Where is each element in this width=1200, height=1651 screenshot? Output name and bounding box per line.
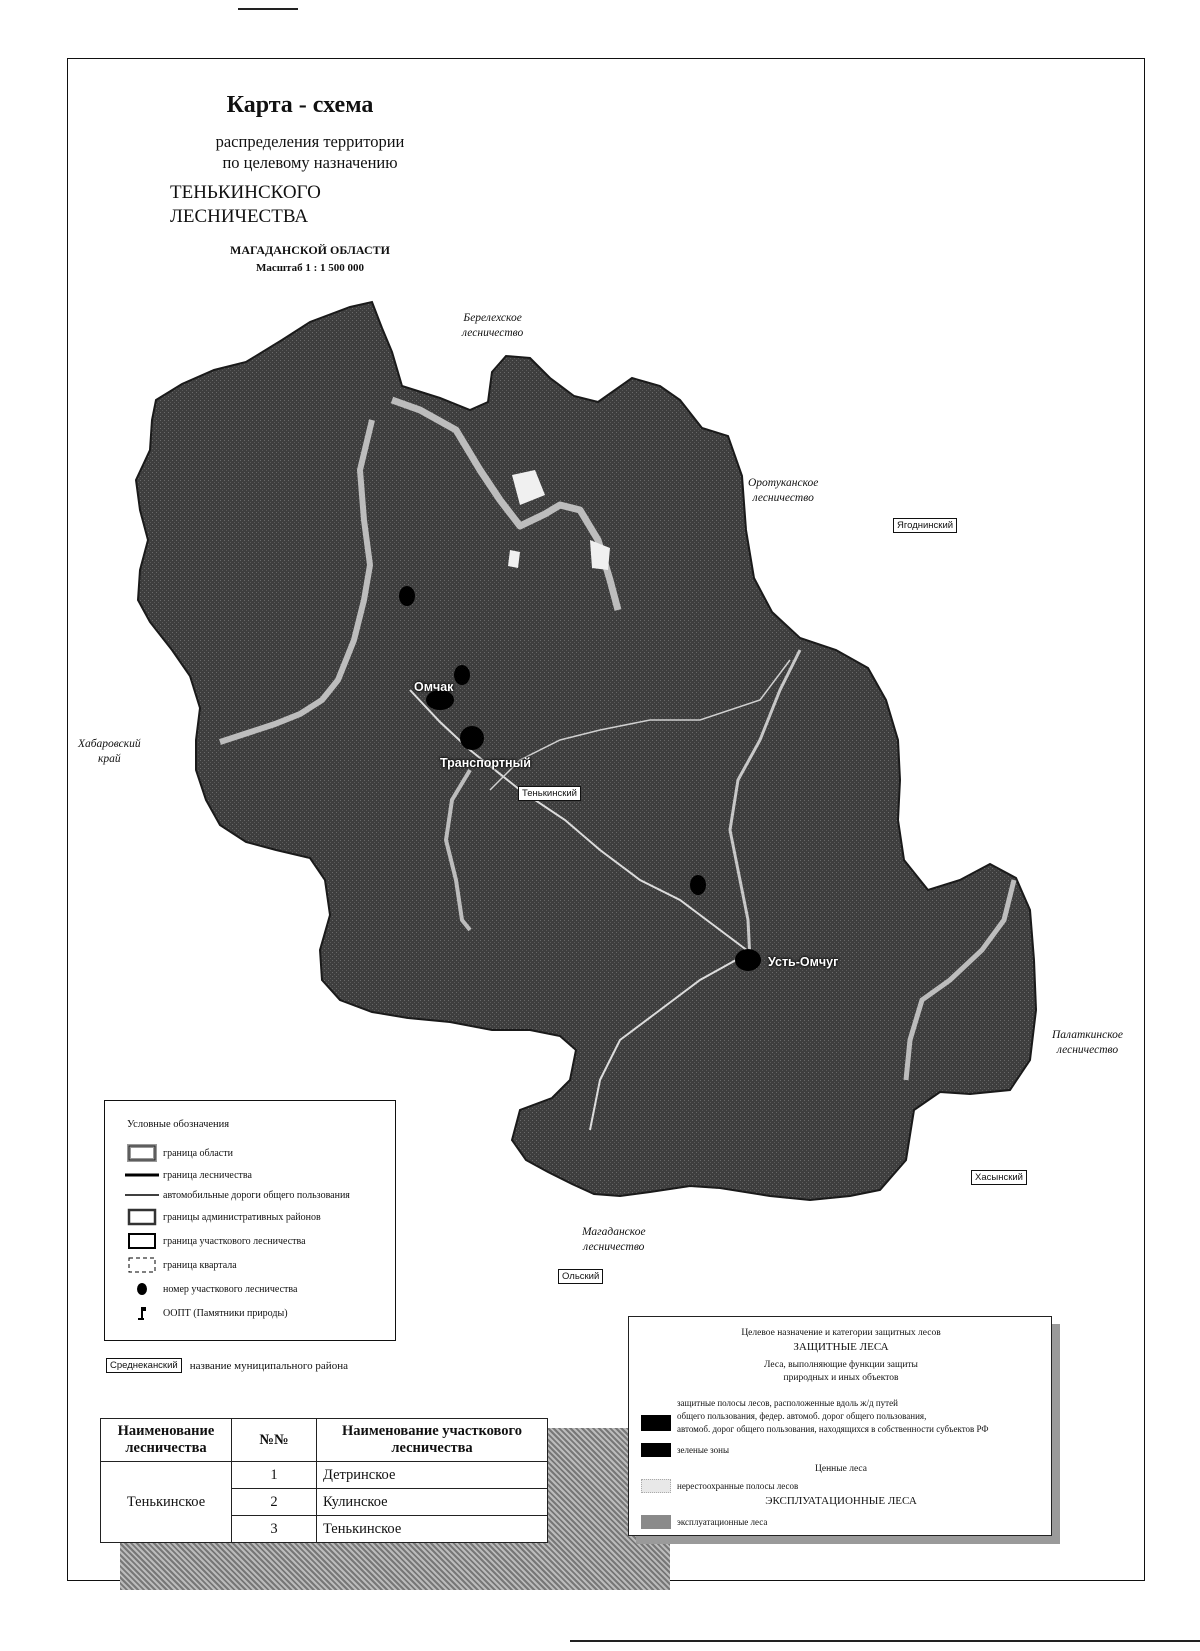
neighbor-magadan-line1: Магаданское	[582, 1226, 646, 1238]
legend-label: граница квартала	[163, 1259, 237, 1271]
table-header-row	[101, 1419, 548, 1462]
settlement-transportny: Транспортный	[440, 756, 531, 770]
neighbor-magadan-line2: лесничество	[583, 1241, 645, 1253]
category-exploitation: ЭКСПЛУАТАЦИОННЫЕ ЛЕСА	[765, 1495, 917, 1507]
district-olsky: Ольский	[558, 1269, 603, 1284]
forestry-territory	[136, 302, 1036, 1200]
neighbor-orotukan-line1: Оротуканское	[748, 477, 819, 489]
forestry-number-marker	[399, 586, 415, 606]
legend-label: границы административных районов	[163, 1211, 321, 1223]
district-khasynsky: Хасынский	[971, 1170, 1027, 1185]
region-name: МАГАДАНСКОЙ ОБЛАСТИ	[230, 243, 390, 257]
neighbor-khabarovsk-line1: Хабаровский	[78, 738, 141, 750]
district-tenkinsky: Тенькинский	[518, 786, 581, 801]
legend-label: номер участкового лесничества	[163, 1283, 298, 1295]
legend-label: граница участкового лесничества	[163, 1235, 306, 1247]
forestry-table	[100, 1418, 548, 1543]
legend-label: автомобильные дороги общего пользования	[163, 1189, 350, 1201]
neighbor-berelekh-line2: лесничество	[462, 327, 524, 339]
neighbor-khabarovsk-label	[78, 737, 141, 767]
table-cell-number: 3	[232, 1516, 317, 1543]
map-subtitle-line2: по целевому назначению	[222, 153, 398, 172]
legend-item-nature-monument	[125, 1303, 288, 1323]
district-yagodninsky: Ягоднинский	[893, 518, 957, 533]
map-title: Карта - схема	[226, 92, 374, 118]
table-cell-forestry: Тенькинское	[101, 1462, 232, 1543]
map-subtitle-line1: распределения территории	[215, 132, 405, 151]
settlement-ust-omchug: Усть-Омчуг	[768, 955, 839, 969]
category-protective: ЗАЩИТНЫЕ ЛЕСА	[793, 1341, 889, 1353]
forestry-number-marker	[454, 665, 470, 685]
neighbor-magadan-label	[582, 1225, 646, 1255]
forestry-table-block	[100, 1418, 548, 1543]
legend-label: ООПТ (Памятники природы)	[163, 1307, 288, 1319]
table-cell-name: Кулинское	[317, 1489, 548, 1516]
category-strips-line1: защитные полосы лесов, расположенные вдоль ж/д путей	[677, 1398, 898, 1408]
legend-item-district-forestry-border	[125, 1231, 306, 1251]
settlement-ust-omchug-area	[735, 949, 761, 971]
district-forestry-border-symbol	[127, 1232, 157, 1250]
swatch-exploitation	[641, 1515, 671, 1529]
neighbor-orotukan-label	[748, 476, 818, 506]
category-legend	[628, 1316, 1052, 1536]
map-legend	[104, 1100, 396, 1341]
table-cell-number: 1	[232, 1462, 317, 1489]
table-header: Наименование участкового лесничества	[317, 1419, 548, 1462]
neighbor-orotukan-line2: лесничество	[752, 492, 814, 504]
swatch-green-zones	[641, 1443, 671, 1457]
road-symbol	[125, 1190, 159, 1200]
forestry-number-symbol	[135, 1281, 149, 1297]
legend-title: Условные обозначения	[127, 1119, 230, 1130]
table-header: Наименование лесничества	[101, 1419, 232, 1462]
table-cell-name: Детринское	[317, 1462, 548, 1489]
forestry-border-symbol	[125, 1170, 159, 1180]
municipal-name-legend	[106, 1358, 348, 1373]
quarter-border-symbol	[127, 1256, 157, 1274]
table-row	[101, 1462, 548, 1489]
forestry-name-line2: ЛЕСНИЧЕСТВА	[170, 206, 309, 227]
nature-monument-icon	[135, 1305, 149, 1321]
forestry-number-marker	[690, 875, 706, 895]
municipal-legend-label: название муниципального района	[189, 1359, 348, 1372]
neighbor-palatka-label	[1052, 1028, 1123, 1058]
neighbor-berelekh-line1: Берелехское	[463, 312, 522, 324]
lake-3	[508, 550, 520, 568]
category-valuable: Ценные леса	[815, 1464, 867, 1474]
neighbor-khabarovsk-line2: край	[98, 753, 121, 765]
category-spawning: нерестоохранные полосы лесов	[677, 1481, 799, 1491]
legend-label: граница области	[163, 1147, 233, 1159]
neighbor-palatka-line1: Палаткинское	[1052, 1029, 1123, 1041]
legend-item-region-border	[125, 1143, 233, 1163]
admin-border-symbol	[127, 1208, 157, 1226]
category-exploitation-item: эксплуатационные леса	[677, 1517, 768, 1527]
legend-item-admin-border	[125, 1207, 321, 1227]
district-srednekansky: Среднеканский	[106, 1358, 182, 1373]
legend-item-forestry-border	[125, 1165, 252, 1185]
table-header: №№	[232, 1419, 317, 1462]
table-cell-name: Тенькинское	[317, 1516, 548, 1543]
category-green-zones: зеленые зоны	[677, 1445, 730, 1455]
region-border-symbol	[127, 1144, 157, 1162]
category-strips-line3: автомоб. дорог общего пользования, находящихся в собственности субъектов РФ	[677, 1424, 989, 1434]
settlement-omchak: Омчак	[414, 680, 454, 694]
map-scale: Масштаб 1 : 1 500 000	[255, 262, 364, 274]
neighbor-palatka-line2: лесничество	[1056, 1044, 1119, 1056]
settlement-transportny-area	[460, 726, 484, 750]
legend-item-road	[125, 1185, 350, 1205]
category-strips-line2: общего пользования, федер. автомоб. дорог общего пользования,	[677, 1411, 927, 1421]
legend-item-forestry-number	[125, 1279, 297, 1299]
neighbor-berelekh-label	[462, 311, 523, 341]
legend-item-quarter-border	[125, 1255, 237, 1275]
forestry-name-line1: ТЕНЬКИНСКОГО	[170, 182, 321, 203]
swatch-spawning	[641, 1479, 671, 1493]
legend-label: граница лесничества	[163, 1169, 252, 1181]
category-legend-box	[628, 1316, 1052, 1536]
swatch-protective-strips	[641, 1415, 671, 1431]
table-cell-number: 2	[232, 1489, 317, 1516]
category-protective-sub2: природных и иных объектов	[783, 1373, 899, 1383]
category-protective-sub1: Леса, выполняющие функции защиты	[764, 1360, 918, 1370]
category-heading: Целевое назначение и категории защитных лесов	[741, 1328, 941, 1338]
